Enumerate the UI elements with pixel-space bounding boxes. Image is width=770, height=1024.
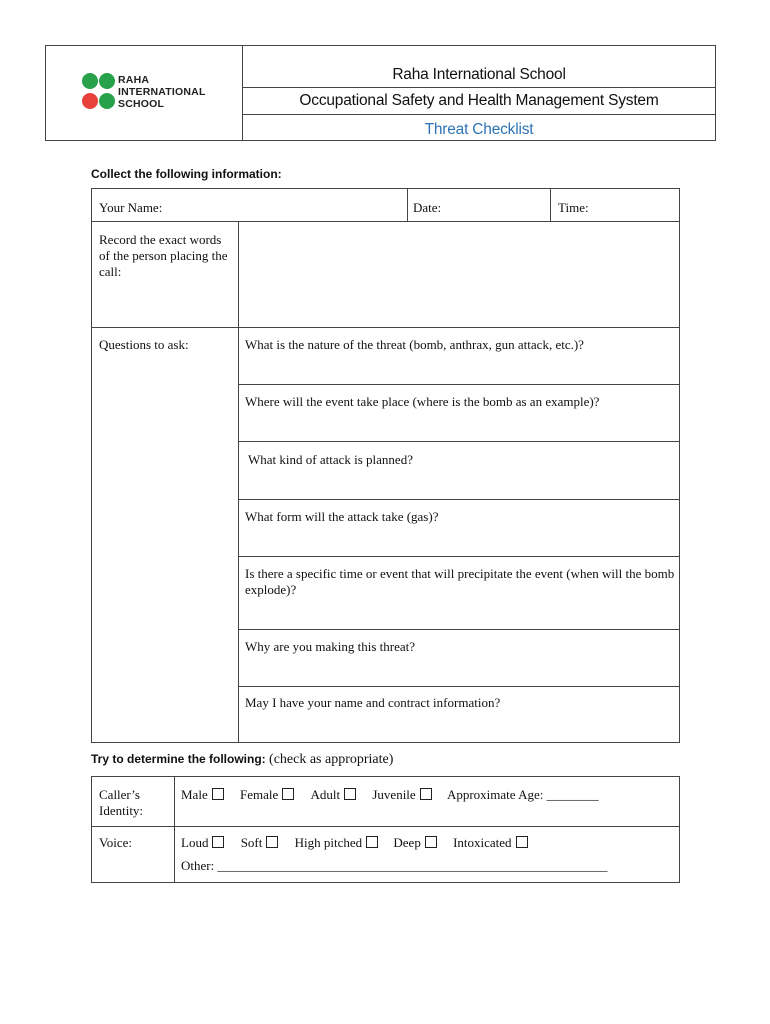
logo-text: RAHA INTERNATIONAL SCHOOL: [118, 74, 206, 110]
form-title: Threat Checklist: [424, 121, 534, 138]
question-item: Why are you making this threat?: [245, 639, 416, 654]
determine-label: [91, 752, 393, 768]
your-name-field[interactable]: Your Name:: [99, 200, 163, 215]
soft-option[interactable]: Soft: [241, 835, 279, 850]
loud-option[interactable]: Loud: [181, 835, 224, 850]
question-item: What form will the attack take (gas)?: [245, 509, 439, 524]
approximate-age-field[interactable]: Approximate Age: ________: [446, 787, 599, 802]
deep-option[interactable]: Deep: [393, 835, 436, 850]
logo-dots-icon: [82, 73, 116, 111]
soft-checkbox[interactable]: [266, 836, 278, 848]
school-logo: [46, 46, 243, 140]
male-option[interactable]: Male: [181, 787, 224, 802]
adult-option[interactable]: Adult: [310, 787, 356, 802]
juvenile-option[interactable]: Juvenile: [372, 787, 431, 802]
caller-ident-table: [91, 776, 680, 883]
deep-checkbox[interactable]: [425, 836, 437, 848]
high-pitched-option[interactable]: High pitched: [295, 835, 379, 850]
questions-label: Questions to ask:: [99, 337, 189, 352]
female-checkbox[interactable]: [282, 788, 294, 800]
high-pitched-checkbox[interactable]: [366, 836, 378, 848]
adult-checkbox[interactable]: [344, 788, 356, 800]
voice-label: Voice:: [99, 835, 132, 850]
question-item: What kind of attack is planned?: [248, 452, 413, 467]
female-option[interactable]: Female: [240, 787, 294, 802]
juvenile-checkbox[interactable]: [420, 788, 432, 800]
system-name: Occupational Safety and Health Management System: [243, 88, 715, 115]
collect-label: Collect the following information:: [91, 167, 282, 181]
question-item: Is there a specific time or event that will precipitate the event (when will the bomb explode)?: [245, 566, 675, 597]
time-field[interactable]: Time:: [558, 200, 589, 215]
male-checkbox[interactable]: [212, 788, 224, 800]
question-item: Where will the event take place (where is the bomb as an example)?: [245, 394, 600, 409]
date-field[interactable]: Date:: [413, 200, 442, 215]
question-item: What is the nature of the threat (bomb, anthrax, gun attack, etc.)?: [245, 337, 584, 352]
voice-other-field[interactable]: Other: ____________________________________________________________: [181, 858, 608, 873]
record-words-field[interactable]: [239, 222, 679, 327]
callers-identity-label: Caller’s Identity:: [99, 787, 144, 818]
question-item: May I have your name and contract information?: [245, 695, 501, 710]
form-header: [45, 45, 716, 141]
determine-note: (check as appropriate): [269, 752, 394, 767]
record-words-label: Record the exact words of the person placing the call:: [99, 232, 228, 279]
loud-checkbox[interactable]: [212, 836, 224, 848]
callers-identity-options: [181, 787, 599, 803]
intoxicated-checkbox[interactable]: [516, 836, 528, 848]
voice-options: [181, 835, 528, 851]
determine-label-text: Try to determine the following:: [91, 752, 266, 766]
threat-info-table: [91, 188, 680, 743]
school-name: Raha International School: [243, 46, 715, 88]
intoxicated-option[interactable]: Intoxicated: [453, 835, 527, 850]
